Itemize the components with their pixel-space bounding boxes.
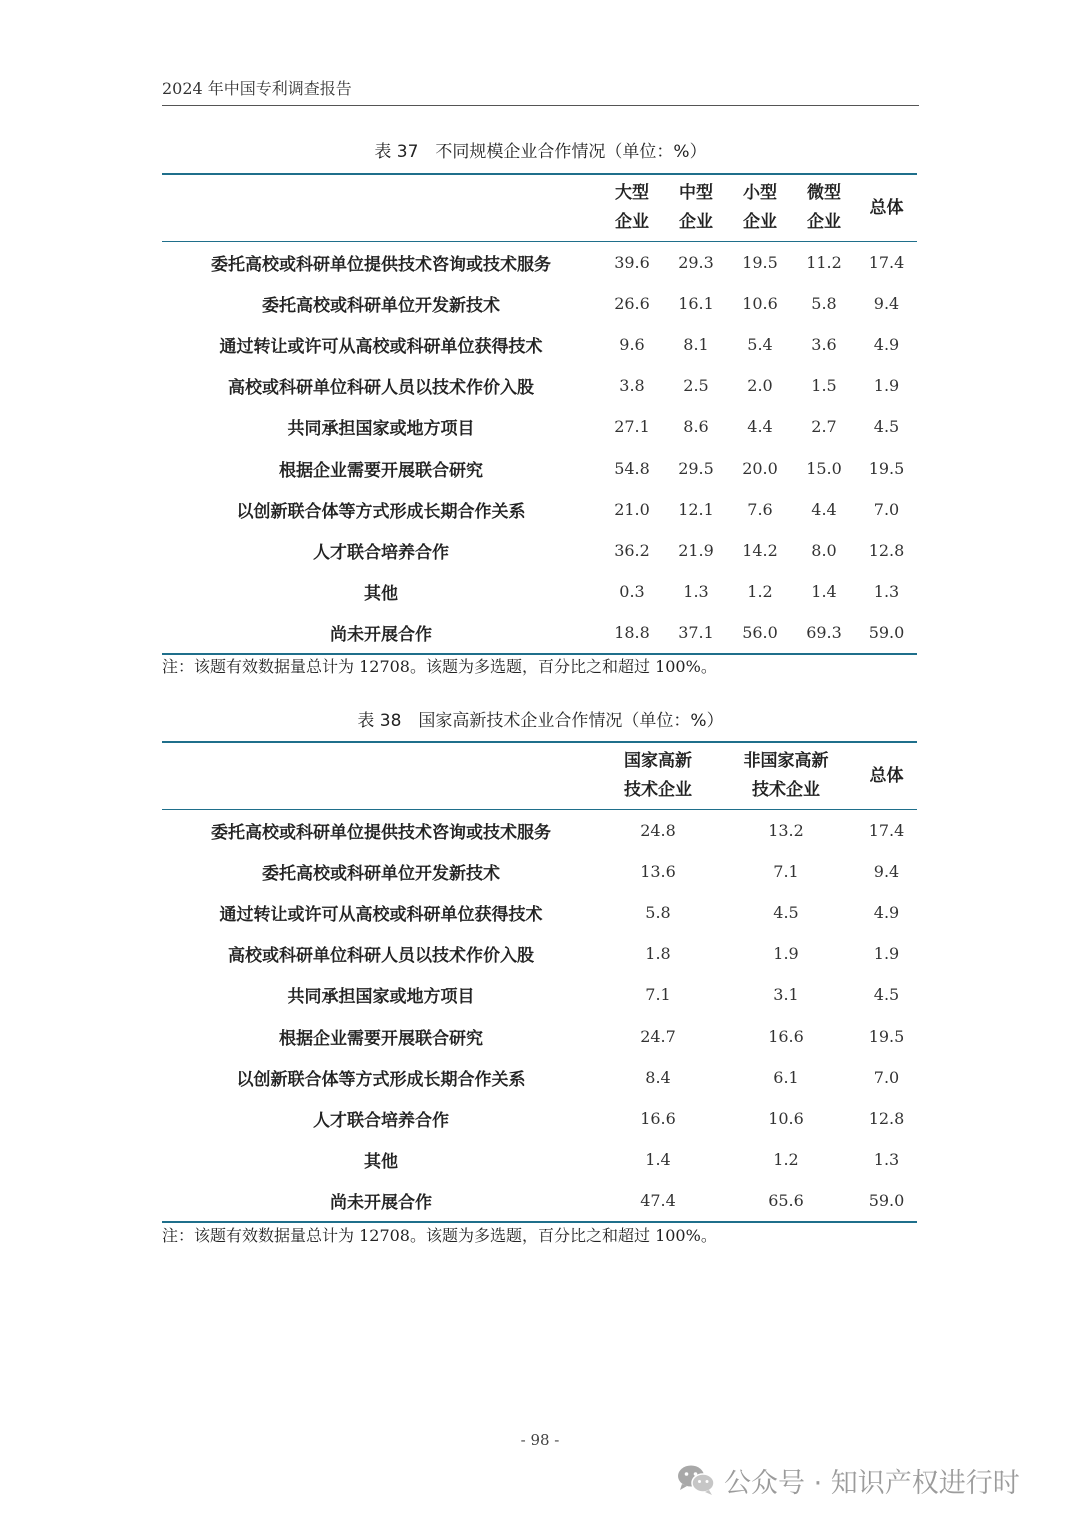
cell-value: 1.2 <box>747 581 773 601</box>
row-label: 根据企业需要开展联合研究 <box>279 1028 483 1049</box>
cell-value: 16.6 <box>768 1026 804 1046</box>
cell-value: 0.3 <box>619 581 645 601</box>
cell-value: 7.0 <box>873 499 900 519</box>
cell-value: 19.5 <box>868 1026 905 1046</box>
cell-value: 6.1 <box>773 1067 799 1087</box>
table-row <box>162 489 917 530</box>
table-row <box>162 933 917 974</box>
cell-value: 4.5 <box>773 903 799 923</box>
watermark-text: 公众号 · 知识产权进行时 <box>724 1467 1020 1499</box>
cell-value: 4.4 <box>747 417 773 437</box>
cell-value: 16.6 <box>640 1108 676 1128</box>
cell-value: 56.0 <box>742 622 778 642</box>
cell-value: 1.9 <box>873 944 900 964</box>
cell-value: 47.4 <box>640 1190 676 1210</box>
cell-value: 1.3 <box>873 1149 900 1169</box>
cell-value: 5.8 <box>811 294 837 314</box>
row-label: 委托高校或科研单位开发新技术 <box>262 864 500 885</box>
row-label: 共同承担国家或地方项目 <box>287 987 475 1008</box>
cell-value: 1.8 <box>645 944 671 964</box>
row-label: 根据企业需要开展联合研究 <box>279 460 483 481</box>
cell-value: 5.8 <box>645 903 671 923</box>
cell-value: 1.5 <box>811 376 837 396</box>
cell-value: 59.0 <box>868 1190 905 1210</box>
row-label: 以创新联合体等方式形成长期合作关系 <box>236 501 526 522</box>
column-header: 总体 <box>856 174 917 242</box>
cell-value: 24.8 <box>640 821 676 841</box>
cell-value: 65.6 <box>768 1190 804 1210</box>
row-label: 人才联合培养合作 <box>313 1110 449 1131</box>
cell-value: 1.4 <box>645 1149 671 1169</box>
cell-value: 19.5 <box>742 253 778 273</box>
cell-value: 4.9 <box>873 903 900 923</box>
cell-value: 10.6 <box>742 294 778 314</box>
cell-value: 14.2 <box>742 540 778 560</box>
table-row <box>162 1057 917 1098</box>
cell-value: 9.4 <box>873 862 900 882</box>
table-row <box>162 810 917 852</box>
cell-value: 17.4 <box>868 821 905 841</box>
cell-value: 12.8 <box>868 1108 905 1128</box>
table-row <box>162 974 917 1015</box>
cell-value: 15.0 <box>806 458 842 478</box>
row-label: 共同承担国家或地方项目 <box>287 419 475 440</box>
row-label: 委托高校或科研单位开发新技术 <box>262 296 500 317</box>
cell-value: 8.4 <box>645 1067 671 1087</box>
cell-value: 3.1 <box>773 985 799 1005</box>
column-header: 总体 <box>856 742 917 810</box>
cell-value: 8.1 <box>683 335 709 355</box>
row-label: 尚未开展合作 <box>330 624 432 645</box>
column-header: 国家高新 技术企业 <box>600 742 716 810</box>
cell-value: 1.9 <box>873 376 900 396</box>
cell-value: 7.0 <box>873 1067 900 1087</box>
row-label: 其他 <box>364 1151 398 1172</box>
cell-value: 12.8 <box>868 540 905 560</box>
cell-value: 9.4 <box>873 294 900 314</box>
table-38-note: 注：该题有效数据量总计为 12708。该题为多选题，百分比之和超过 100%。 <box>162 1226 717 1245</box>
table-row <box>162 1139 917 1180</box>
column-header: 小型 企业 <box>728 174 792 242</box>
running-header: 2024 年中国专利调查报告 <box>162 76 919 106</box>
table-37-caption: 表 37 不同规模企业合作情况（单位：%） <box>374 142 707 162</box>
cell-value: 8.6 <box>683 417 709 437</box>
row-label: 以创新联合体等方式形成长期合作关系 <box>236 1069 526 1090</box>
cell-value: 37.1 <box>678 622 714 642</box>
table-row <box>162 892 917 933</box>
table-38-header-row <box>162 742 917 810</box>
cell-value: 1.2 <box>773 1149 799 1169</box>
cell-value: 13.6 <box>640 862 676 882</box>
cell-value: 3.6 <box>811 335 837 355</box>
cell-value: 4.9 <box>873 335 900 355</box>
cell-value: 29.5 <box>678 458 714 478</box>
cell-value: 19.5 <box>868 458 905 478</box>
table-row <box>162 324 917 365</box>
column-header <box>162 174 600 242</box>
column-header: 微型 企业 <box>792 174 856 242</box>
row-label: 高校或科研单位科研人员以技术作价入股 <box>228 378 534 399</box>
table-row <box>162 1180 917 1222</box>
table-row <box>162 851 917 892</box>
cell-value: 69.3 <box>806 622 842 642</box>
row-label: 通过转让或许可从高校或科研单位获得技术 <box>219 337 543 358</box>
cell-value: 10.6 <box>768 1108 804 1128</box>
cell-value: 1.9 <box>773 944 799 964</box>
cell-value: 11.2 <box>806 253 842 273</box>
row-label: 其他 <box>364 583 398 604</box>
column-header <box>162 742 600 810</box>
table-38-caption: 表 38 国家高新技术企业合作情况（单位：%） <box>357 711 724 731</box>
table-row <box>162 530 917 571</box>
column-header: 中型 企业 <box>664 174 728 242</box>
table-row <box>162 447 917 488</box>
table-row <box>162 1015 917 1056</box>
table-row <box>162 283 917 324</box>
cell-value: 1.3 <box>683 581 709 601</box>
table-row <box>162 1098 917 1139</box>
cell-value: 26.6 <box>614 294 650 314</box>
cell-value: 4.4 <box>811 499 837 519</box>
cell-value: 24.7 <box>640 1026 676 1046</box>
table-row <box>162 406 917 447</box>
cell-value: 4.5 <box>873 985 900 1005</box>
cell-value: 36.2 <box>614 540 650 560</box>
table-37-header-row <box>162 174 917 242</box>
cell-value: 18.8 <box>614 622 650 642</box>
cell-value: 2.0 <box>747 376 773 396</box>
cell-value: 21.9 <box>678 540 714 560</box>
cell-value: 29.3 <box>678 253 714 273</box>
table-38 <box>162 741 917 1223</box>
row-label: 通过转让或许可从高校或科研单位获得技术 <box>219 905 543 926</box>
table-37-note: 注：该题有效数据量总计为 12708。该题为多选题，百分比之和超过 100%。 <box>162 657 717 676</box>
cell-value: 1.4 <box>811 581 837 601</box>
wechat-icon <box>676 1463 716 1497</box>
page-number: - 98 - <box>520 1431 560 1449</box>
cell-value: 13.2 <box>768 821 804 841</box>
cell-value: 2.5 <box>683 376 709 396</box>
cell-value: 4.5 <box>873 417 900 437</box>
cell-value: 2.7 <box>811 417 837 437</box>
table-row <box>162 365 917 406</box>
row-label: 尚未开展合作 <box>330 1192 432 1213</box>
cell-value: 5.4 <box>747 335 773 355</box>
cell-value: 9.6 <box>619 335 645 355</box>
table-row <box>162 571 917 612</box>
cell-value: 7.6 <box>747 499 773 519</box>
cell-value: 7.1 <box>645 985 671 1005</box>
cell-value: 8.0 <box>811 540 837 560</box>
cell-value: 54.8 <box>614 458 650 478</box>
row-label: 委托高校或科研单位提供技术咨询或技术服务 <box>211 255 551 276</box>
cell-value: 3.8 <box>619 376 645 396</box>
watermark <box>676 1460 1020 1500</box>
cell-value: 12.1 <box>678 499 714 519</box>
table-row <box>162 612 917 654</box>
cell-value: 21.0 <box>614 499 650 519</box>
table-37 <box>162 173 917 655</box>
cell-value: 39.6 <box>614 253 650 273</box>
column-header: 非国家高新 技术企业 <box>716 742 856 810</box>
row-label: 高校或科研单位科研人员以技术作价入股 <box>228 946 534 967</box>
table-row <box>162 242 917 284</box>
cell-value: 20.0 <box>742 458 778 478</box>
row-label: 人才联合培养合作 <box>313 542 449 563</box>
cell-value: 16.1 <box>678 294 714 314</box>
cell-value: 1.3 <box>873 581 900 601</box>
cell-value: 59.0 <box>868 622 905 642</box>
cell-value: 7.1 <box>773 862 799 882</box>
row-label: 委托高校或科研单位提供技术咨询或技术服务 <box>211 823 551 844</box>
column-header: 大型 企业 <box>600 174 664 242</box>
cell-value: 27.1 <box>614 417 650 437</box>
cell-value: 17.4 <box>868 253 905 273</box>
